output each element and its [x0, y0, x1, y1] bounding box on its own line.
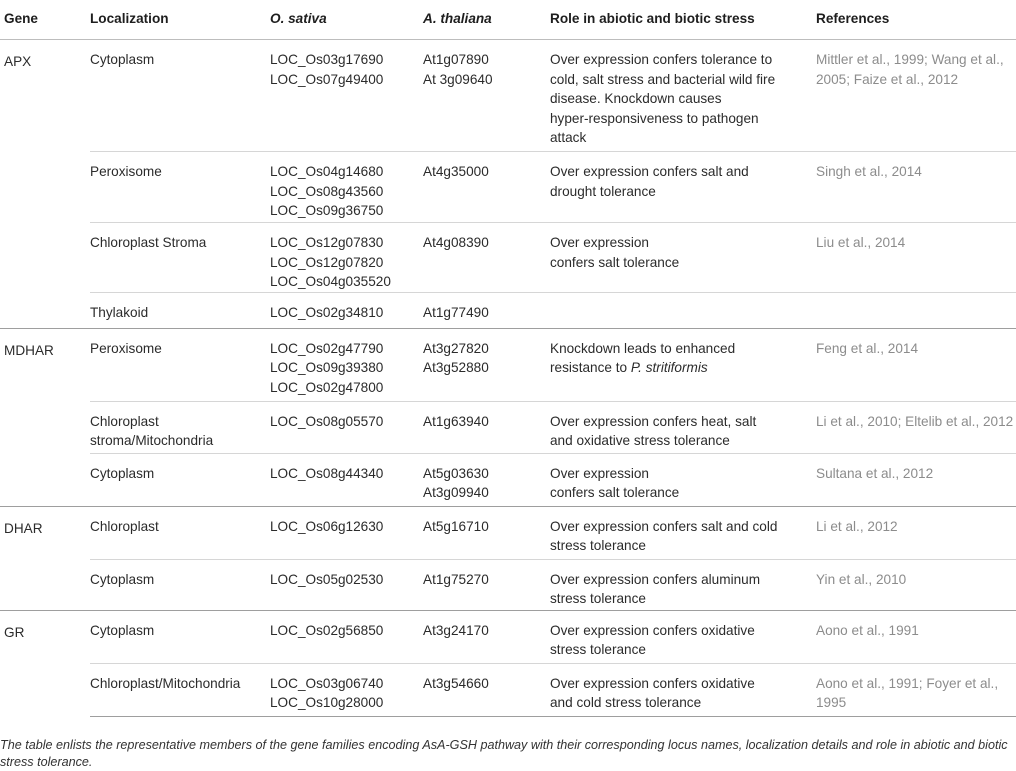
localization-cell-line: Chloroplast — [90, 413, 159, 429]
role-cell-line: Knockdown leads to enhanced — [550, 340, 736, 356]
athaliana-cell — [423, 610, 550, 663]
localization-cell-line: Cytoplasm — [90, 465, 155, 481]
localization-cell-line: stroma/Mitochondria — [90, 433, 214, 448]
table-row — [0, 401, 1016, 453]
role-cell-line: Over expression confers tolerance to — [550, 52, 773, 67]
role-cell — [550, 401, 816, 453]
localization-cell-line: Peroxisome — [90, 164, 162, 179]
athaliana-cell-line: At1g77490 — [423, 304, 489, 320]
athaliana-cell — [423, 453, 550, 506]
table-row — [0, 328, 1016, 401]
header-athaliana: A. thaliana — [423, 0, 550, 40]
osativa-cell-line: LOC_Os04g14680 — [270, 164, 384, 179]
osativa-cell-line: LOC_Os08g44340 — [270, 465, 384, 481]
athaliana-cell — [423, 152, 550, 223]
athaliana-cell-line: At1g63940 — [423, 413, 489, 429]
athaliana-cell-line: At4g35000 — [423, 164, 489, 179]
header-osativa: O. sativa — [270, 0, 423, 40]
role-cell-line: cold, salt stress and bacterial wild fire — [550, 71, 776, 87]
role-cell — [550, 223, 816, 293]
table-row — [0, 152, 1016, 223]
role-cell — [550, 663, 816, 716]
table-caption: The table enlists the representative members of the gene families encoding AsA-GSH pathway with their corresponding locus names, localization details and role in abiotic and biotic stress tolerance. — [0, 738, 1008, 769]
osativa-cell — [270, 328, 423, 401]
table-row — [0, 559, 1016, 610]
localization-cell-line: Cytoplasm — [90, 571, 155, 587]
role-cell-line: stress tolerance — [550, 591, 646, 606]
localization-cell-line: Chloroplast — [90, 518, 159, 534]
osativa-cell-line: LOC_Os08g05570 — [270, 413, 384, 429]
osativa-cell-line: LOC_Os07g49400 — [270, 71, 384, 87]
osativa-cell — [270, 610, 423, 663]
osativa-cell — [270, 292, 423, 328]
localization-cell-line: Peroxisome — [90, 340, 162, 356]
references-cell — [816, 328, 1016, 401]
athaliana-cell-line: At3g27820 — [423, 340, 489, 356]
role-cell-line: disease. Knockdown causes — [550, 91, 722, 106]
localization-cell-line: Chloroplast Stroma — [90, 235, 207, 250]
references-cell — [816, 152, 1016, 223]
localization-cell — [90, 559, 270, 610]
references-cell-line: Mittler et al., 1999; Wang et al., — [816, 52, 1004, 67]
table-row — [0, 610, 1016, 663]
localization-cell — [90, 506, 270, 559]
header-references: References — [816, 0, 1016, 40]
osativa-cell — [270, 223, 423, 293]
role-cell — [550, 328, 816, 401]
osativa-cell-line: LOC_Os08g43560 — [270, 183, 384, 199]
localization-cell — [90, 610, 270, 663]
localization-cell — [90, 152, 270, 223]
osativa-cell — [270, 559, 423, 610]
role-cell-line: Over expression — [550, 235, 649, 250]
role-cell-line: and cold stress tolerance — [550, 695, 702, 710]
references-cell — [816, 663, 1016, 716]
role-cell-line: attack — [550, 130, 587, 145]
role-cell-line: Over expression confers aluminum — [550, 571, 761, 587]
osativa-cell-line: LOC_Os04g035520 — [270, 274, 391, 289]
localization-cell-line: Cytoplasm — [90, 622, 155, 638]
references-cell — [816, 506, 1016, 559]
osativa-cell-line: LOC_Os12g07830 — [270, 235, 384, 250]
localization-cell — [90, 328, 270, 401]
athaliana-cell-line: At3g52880 — [423, 360, 489, 375]
references-cell-line: Sultana et al., 2012 — [816, 465, 934, 481]
osativa-cell-line: LOC_Os05g02530 — [270, 571, 384, 587]
athaliana-cell-line: At1g07890 — [423, 52, 489, 67]
header-gene: Gene — [0, 0, 90, 40]
role-cell-line: Over expression confers salt and cold — [550, 518, 778, 534]
gene-cell: APX — [4, 54, 32, 69]
species-name: P. stritiformis — [630, 360, 708, 375]
table-row — [0, 663, 1016, 716]
role-cell-line: Over expression confers heat, salt — [550, 413, 757, 429]
references-cell-line: Liu et al., 2014 — [816, 235, 906, 250]
table-header-row — [0, 0, 1016, 40]
header-localization: Localization — [90, 0, 270, 40]
role-cell-line: drought tolerance — [550, 183, 656, 199]
osativa-cell — [270, 152, 423, 223]
athaliana-cell — [423, 292, 550, 328]
localization-cell-line: Chloroplast/Mitochondria — [90, 675, 241, 691]
athaliana-cell-line: At5g16710 — [423, 518, 489, 534]
athaliana-cell — [423, 663, 550, 716]
role-cell-line: Over expression confers oxidative — [550, 675, 755, 691]
osativa-cell-line: LOC_Os02g56850 — [270, 622, 384, 638]
references-cell — [816, 401, 1016, 453]
table-row — [0, 223, 1016, 293]
osativa-cell — [270, 506, 423, 559]
osativa-cell-line: LOC_Os03g17690 — [270, 52, 384, 67]
references-cell — [816, 610, 1016, 663]
references-cell-line: Singh et al., 2014 — [816, 164, 922, 179]
athaliana-cell-line: At5g03630 — [423, 465, 489, 481]
osativa-cell-line: LOC_Os09g39380 — [270, 360, 384, 375]
role-cell — [550, 559, 816, 610]
athaliana-cell — [423, 506, 550, 559]
localization-cell-line: Thylakoid — [90, 304, 149, 320]
references-cell — [816, 40, 1016, 152]
osativa-cell-line: LOC_Os12g07820 — [270, 254, 384, 270]
osativa-cell-line: LOC_Os06g12630 — [270, 518, 384, 534]
athaliana-cell-line: At4g08390 — [423, 235, 489, 250]
athaliana-cell — [423, 223, 550, 293]
osativa-cell — [270, 401, 423, 453]
role-cell — [550, 152, 816, 223]
references-cell-line: Feng et al., 2014 — [816, 340, 919, 356]
role-cell-line: and oxidative stress tolerance — [550, 433, 730, 448]
osativa-cell-line: LOC_Os02g47800 — [270, 379, 384, 395]
athaliana-cell — [423, 401, 550, 453]
osativa-cell-line: LOC_Os02g34810 — [270, 304, 384, 320]
gene-cell: GR — [0, 610, 90, 716]
osativa-cell-line: LOC_Os02g47790 — [270, 340, 384, 356]
localization-cell — [90, 453, 270, 506]
table-row — [0, 453, 1016, 506]
references-cell — [816, 223, 1016, 293]
localization-cell — [90, 663, 270, 716]
role-cell — [550, 292, 816, 328]
table-body — [0, 40, 1016, 717]
role-cell — [550, 506, 816, 559]
role-cell-line: confers salt tolerance — [550, 254, 680, 270]
role-cell — [550, 610, 816, 663]
references-cell-line: Li et al., 2010; Eltelib et al., 2012 — [816, 413, 1014, 429]
role-cell-line: Over expression confers oxidative — [550, 622, 755, 638]
localization-cell-line: Cytoplasm — [90, 52, 155, 67]
athaliana-cell — [423, 559, 550, 610]
role-cell — [550, 40, 816, 152]
role-cell-line: confers salt tolerance — [550, 485, 680, 500]
references-cell-line: 2005; Faize et al., 2012 — [816, 71, 959, 87]
references-cell-line: Aono et al., 1991; Foyer et al., — [816, 675, 999, 691]
references-cell-line: 1995 — [816, 695, 847, 710]
localization-cell — [90, 223, 270, 293]
references-cell-line: Li et al., 2012 — [816, 518, 898, 534]
athaliana-cell — [423, 40, 550, 152]
osativa-cell-line: LOC_Os10g28000 — [270, 695, 384, 710]
osativa-cell — [270, 453, 423, 506]
gene-cell: MDHAR — [0, 328, 90, 506]
role-cell-line: resistance to P. stritiformis — [550, 360, 708, 375]
role-cell — [550, 453, 816, 506]
role-cell-line: hyper-responsiveness to pathogen — [550, 110, 759, 126]
athaliana-cell-line: At3g54660 — [423, 675, 489, 691]
localization-cell — [90, 40, 270, 152]
header-role: Role in abiotic and biotic stress — [550, 0, 816, 40]
athaliana-cell-line: At1g75270 — [423, 571, 489, 587]
osativa-cell — [270, 40, 423, 152]
table-row — [0, 292, 1016, 328]
athaliana-cell-line: At3g09940 — [423, 485, 489, 500]
references-cell — [816, 292, 1016, 328]
table-row — [0, 40, 1016, 152]
table-row — [0, 506, 1016, 559]
localization-cell — [90, 292, 270, 328]
localization-cell — [90, 401, 270, 453]
role-cell-line: Over expression — [550, 465, 649, 481]
osativa-cell-line: LOC_Os03g06740 — [270, 675, 384, 691]
athaliana-cell — [423, 328, 550, 401]
role-cell-line: stress tolerance — [550, 538, 646, 553]
osativa-cell-line: LOC_Os09g36750 — [270, 203, 384, 218]
role-cell-line: Over expression confers salt and — [550, 164, 749, 179]
references-cell — [816, 453, 1016, 506]
references-cell — [816, 559, 1016, 610]
gene-cell: DHAR — [0, 506, 90, 610]
athaliana-cell-line: At3g24170 — [423, 622, 489, 638]
references-cell-line: Yin et al., 2010 — [816, 571, 907, 587]
references-cell-line: Aono et al., 1991 — [816, 622, 919, 638]
osativa-cell — [270, 663, 423, 716]
role-cell-line: stress tolerance — [550, 642, 646, 657]
athaliana-cell-line: At 3g09640 — [423, 71, 493, 87]
